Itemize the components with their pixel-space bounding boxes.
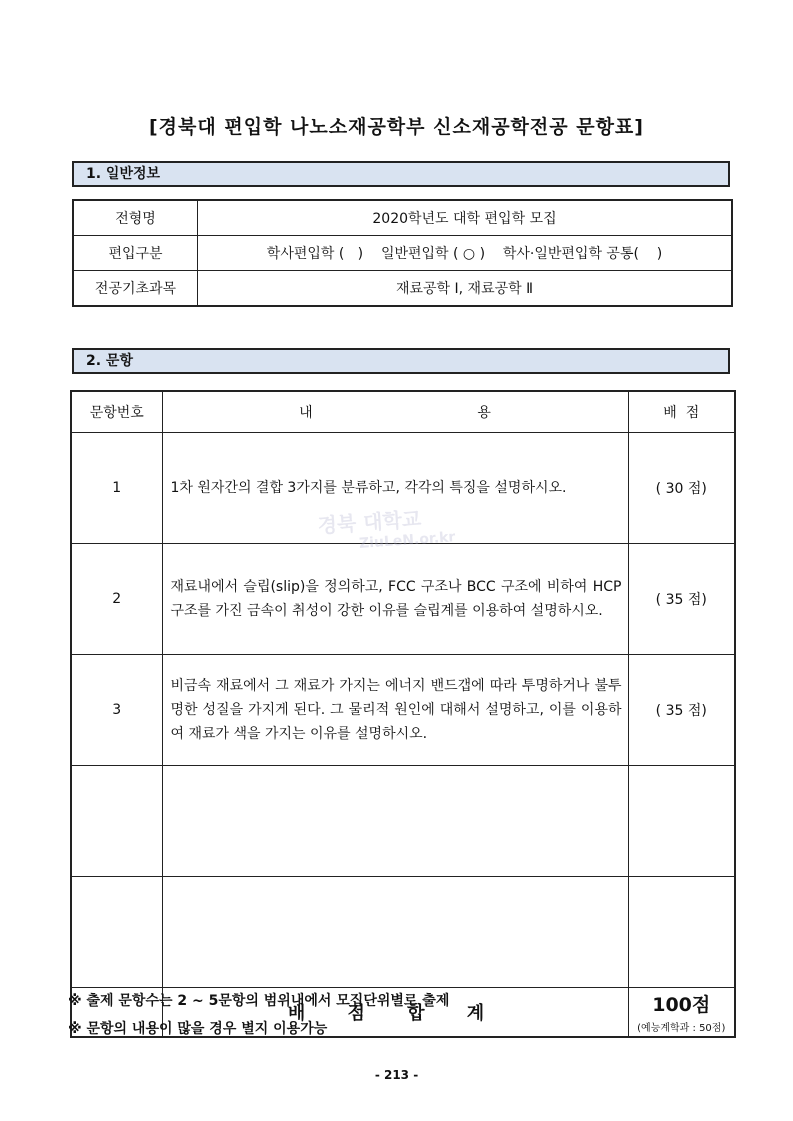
- question-text: 재료내에서 슬립(slip)을 정의하고, FCC 구조나 BCC 구조에 비하여 HCP 구조를 가진 금속이 취성이 강한 이유를 슬립계를 이용하여 설명하시오.: [162, 544, 628, 655]
- table-row: [71, 766, 735, 877]
- header-content: 내 용: [162, 391, 628, 433]
- info-value: 2020학년도 대학 편입학 모집: [198, 200, 733, 236]
- total-label: 배 점 합 계: [162, 988, 628, 1038]
- question-score: [628, 877, 735, 988]
- question-score: ( 35 점): [628, 655, 735, 766]
- info-label: 전형명: [73, 200, 198, 236]
- question-text: 비금속 재료에서 그 재료가 가지는 에너지 밴드갭에 따라 투명하거나 불투명한 성질을 가지게 된다. 그 물리적 원인에 대해서 설명하고, 이를 이용하여 재료가 색을 가지는 이유를 설명하시오.: [162, 655, 628, 766]
- question-number: [71, 766, 162, 877]
- header-number: 문항번호: [71, 391, 162, 433]
- question-text: [162, 766, 628, 877]
- table-row: [71, 544, 735, 655]
- question-score: ( 30 점): [628, 433, 735, 544]
- info-value: 학사편입학 ( ) 일반편입학 ( ○ ) 학사·일반편입학 공통( ): [198, 236, 733, 271]
- question-text: 1차 원자간의 결합 3가지를 분류하고, 각각의 특징을 설명하시오.: [162, 433, 628, 544]
- total-score-cell: [628, 988, 735, 1038]
- watermark-line: ZiuLeN.or.kr: [358, 529, 456, 552]
- table-row: [73, 200, 732, 236]
- table-header-row: [71, 391, 735, 433]
- question-number: [71, 877, 162, 988]
- page-number: - 213 -: [374, 1068, 419, 1082]
- info-label: 편입구분: [73, 236, 198, 271]
- header-score: 배 점: [628, 391, 735, 433]
- question-score: ( 35 점): [628, 544, 735, 655]
- question-score: [628, 766, 735, 877]
- table-row: [71, 433, 735, 544]
- question-number: 3: [71, 655, 162, 766]
- question-text: [162, 877, 628, 988]
- total-score: 100점: [652, 994, 711, 1016]
- info-value: 재료공학 Ⅰ, 재료공학 Ⅱ: [198, 271, 733, 307]
- table-row: [71, 877, 735, 988]
- info-label: 전공기초과목: [73, 271, 198, 307]
- general-info-table: [72, 199, 733, 307]
- table-row: [73, 236, 732, 271]
- section-heading-questions: 2. 문항: [72, 348, 730, 374]
- section-heading-general-info: 1. 일반정보: [72, 161, 730, 187]
- questions-table: [70, 390, 736, 1038]
- note-extra-sheet: ※ 문항의 내용이 많을 경우 별지 이용가능: [68, 1021, 328, 1037]
- question-number: 2: [71, 544, 162, 655]
- total-score-note: (예능계학과 : 50점): [637, 1023, 726, 1034]
- table-row: [73, 271, 732, 307]
- watermark-line: 경북 대학교: [316, 506, 422, 538]
- page-title: [경북대 편입학 나노소재공학부 신소재공학전공 문항표]: [149, 116, 644, 138]
- table-row: [71, 655, 735, 766]
- note-question-count: ※ 출제 문항수는 2 ~ 5문항의 범위내에서 모집단위별로 출제: [68, 993, 450, 1009]
- question-number: 1: [71, 433, 162, 544]
